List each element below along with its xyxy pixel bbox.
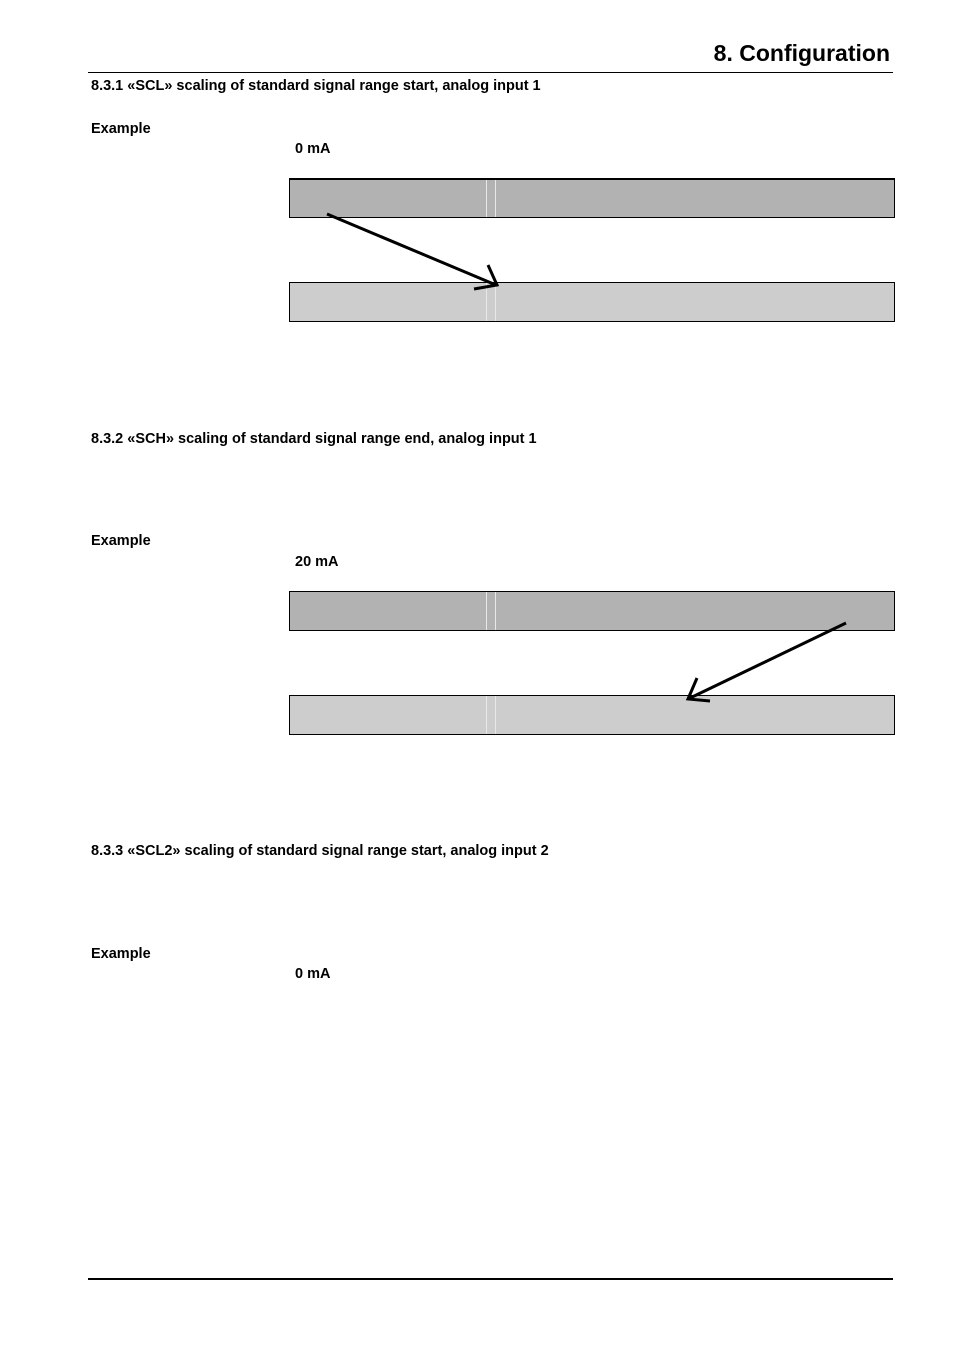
section-heading-sch: 8.3.2 «SCH» scaling of standard signal range end, analog input 1 bbox=[91, 431, 537, 447]
section-heading-scl: 8.3.1 «SCL» scaling of standard signal range start, analog input 1 bbox=[91, 78, 541, 94]
example-label: Example bbox=[91, 946, 151, 962]
signal-value-label: 0 mA bbox=[295, 966, 331, 982]
footer-rule bbox=[88, 1278, 893, 1280]
signal-value-label: 20 mA bbox=[295, 554, 339, 570]
section-heading-scl2: 8.3.3 «SCL2» scaling of standard signal range start, analog input 2 bbox=[91, 843, 549, 859]
signal-value-label: 0 mA bbox=[295, 141, 331, 157]
chapter-title: 8. Configuration bbox=[713, 40, 890, 66]
example-label: Example bbox=[91, 533, 151, 549]
example-label: Example bbox=[91, 121, 151, 137]
